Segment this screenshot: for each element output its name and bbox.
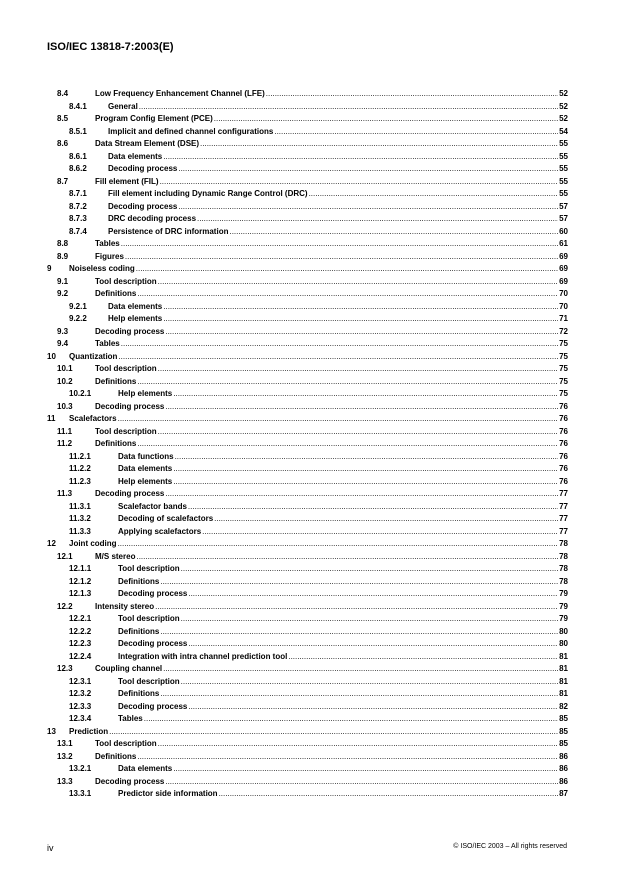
toc-entry-number: 12.2.3 [69,639,92,648]
toc-entry-number: 8.7 [57,176,69,186]
toc-entry-title: Program Config Element (PCE) [95,114,213,123]
toc-entry-page: 79 [559,614,568,623]
toc-entry-title: Definitions [95,376,137,386]
toc-entry-number: 12.2.4 [69,651,92,661]
toc-entry[interactable] [0,351,619,364]
toc-dot-leader [274,126,558,139]
toc-dot-leader [118,413,559,426]
toc-entry-number: 8.6 [57,139,69,148]
toc-dot-leader [118,538,559,551]
toc-entry-title: Scalefactor bands [118,501,187,511]
toc-entry-number: 12.1 [57,551,73,561]
toc-entry[interactable] [0,638,619,651]
toc-entry[interactable] [0,126,619,139]
toc-entry-number: 12.2 [57,601,73,611]
toc-entry-page: 72 [559,326,568,336]
toc-entry[interactable] [0,101,619,114]
toc-entry-page: 76 [559,426,568,436]
toc-entry-title: Coupling channel [95,664,163,673]
toc-entry-number: 12.1.1 [69,564,92,573]
toc-dot-leader [219,788,559,801]
toc-entry-number: 10 [47,351,56,361]
toc-dot-leader [173,388,558,401]
toc-entry-number: 8.8 [57,239,69,248]
toc-entry-number: 12.3.3 [69,701,92,711]
toc-entry-number: 9.3 [57,326,69,336]
toc-entry[interactable] [0,751,619,764]
toc-entry[interactable] [0,576,619,589]
toc-entry-title: Definitions [118,626,160,636]
toc-dot-leader [165,776,558,789]
toc-entry-title: Data elements [108,151,163,161]
toc-entry-title: Data functions [118,451,174,461]
toc-entry-title: Help elements [118,476,173,486]
toc-entry-title: Decoding process [95,489,165,498]
toc-entry-title: Decoding process [108,164,178,173]
toc-entry-number: 9.1 [57,276,69,286]
toc-entry-number: 8.4 [57,89,69,98]
toc-entry-title: Applying scalefactors [118,526,202,536]
toc-dot-leader [137,288,558,301]
toc-entry-number: 13.2 [57,751,73,761]
toc-dot-leader [309,188,559,201]
toc-entry-title: Definitions [95,289,137,298]
toc-entry-title: Scalefactors [69,414,117,423]
toc-entry[interactable] [0,526,619,539]
toc-dot-leader [121,338,558,351]
toc-entry-page: 76 [559,464,568,473]
toc-entry-page: 80 [559,639,568,648]
toc-entry-number: 8.6.2 [69,164,87,173]
toc-entry-number: 11.2.2 [69,464,91,473]
toc-entry-page: 75 [559,339,568,348]
toc-entry-page: 80 [559,626,568,636]
toc-entry-page: 81 [559,664,568,673]
toc-entry-page: 79 [559,589,568,598]
toc-dot-leader [288,651,558,664]
toc-entry-title: Tool description [95,426,157,436]
toc-entry-page: 55 [559,139,568,148]
toc-entry[interactable] [0,688,619,701]
toc-dot-leader [160,576,558,589]
toc-dot-leader [109,726,558,739]
toc-entry[interactable] [0,151,619,164]
toc-entry[interactable] [0,251,619,264]
toc-entry-page: 77 [559,501,568,511]
toc-entry-page: 75 [559,389,568,398]
toc-entry-page: 55 [559,151,568,161]
toc-entry-title: Help elements [108,314,163,323]
toc-entry[interactable] [0,538,619,551]
toc-dot-leader [214,113,558,126]
toc-entry-page: 81 [559,689,568,698]
document-header: ISO/IEC 13818-7:2003(E) [47,41,174,53]
toc-entry-title: Tables [95,339,120,348]
toc-entry[interactable] [0,88,619,101]
toc-entry-number: 13 [47,726,56,736]
toc-entry-title: General [108,101,138,111]
toc-entry-page: 86 [559,776,568,786]
toc-entry-number: 11.2 [57,439,73,448]
toc-entry[interactable] [0,226,619,239]
toc-entry-page: 81 [559,676,568,686]
toc-dot-leader [181,613,558,626]
toc-dot-leader [137,438,558,451]
toc-entry-number: 11.3.1 [69,501,91,511]
toc-entry[interactable] [0,651,619,664]
toc-entry-title: Decoding process [95,776,165,786]
toc-entry-title: Tool description [95,739,157,748]
toc-entry[interactable] [0,401,619,414]
toc-entry[interactable] [0,301,619,314]
toc-dot-leader [160,626,558,639]
toc-entry[interactable] [0,163,619,176]
toc-dot-leader [136,551,558,564]
toc-entry-number: 12.3.1 [69,676,92,686]
toc-dot-leader [229,226,558,239]
toc-dot-leader [173,763,558,776]
toc-entry-title: Fill element including Dynamic Range Control (DRC) [108,189,308,198]
toc-entry[interactable] [0,326,619,339]
toc-dot-leader [163,151,558,164]
toc-entry-title: Data Stream Element (DSE) [95,139,200,148]
toc-entry-page: 78 [559,576,568,586]
toc-entry-page: 79 [559,601,568,611]
toc-entry-page: 76 [559,439,568,448]
toc-entry-page: 54 [559,126,568,136]
toc-entry-number: 12.1.2 [69,576,92,586]
toc-entry-page: 77 [559,526,568,536]
toc-entry-number: 8.5 [57,114,69,123]
toc-entry-title: Fill element (FIL) [95,176,159,186]
toc-entry[interactable] [0,726,619,739]
toc-entry-number: 11.2.3 [69,476,91,486]
toc-dot-leader [181,676,558,689]
toc-entry[interactable] [0,563,619,576]
toc-dot-leader [202,526,558,539]
toc-entry[interactable] [0,213,619,226]
toc-entry-page: 85 [559,739,568,748]
toc-entry-page: 55 [559,176,568,186]
toc-entry-number: 11 [47,414,56,423]
toc-dot-leader [188,588,558,601]
toc-entry-page: 76 [559,414,568,423]
toc-dot-leader [144,713,558,726]
toc-entry[interactable] [0,376,619,389]
toc-entry-title: Tables [118,714,143,723]
toc-entry[interactable] [0,388,619,401]
toc-entry[interactable] [0,238,619,251]
toc-entry[interactable] [0,663,619,676]
toc-dot-leader [214,513,558,526]
toc-entry[interactable] [0,176,619,189]
toc-entry[interactable] [0,601,619,614]
toc-entry-page: 85 [559,726,568,736]
toc-entry[interactable] [0,626,619,639]
table-of-contents [0,88,619,801]
toc-entry-title: Decoding process [118,639,188,648]
toc-dot-leader [165,401,558,414]
toc-dot-leader [197,213,558,226]
toc-entry-page: 69 [559,264,568,273]
toc-dot-leader [136,263,558,276]
toc-entry-page: 77 [559,489,568,498]
toc-entry[interactable] [0,113,619,126]
toc-dot-leader [266,88,558,101]
toc-entry-title: DRC decoding process [108,214,197,223]
toc-entry-number: 11.1 [57,426,73,436]
toc-dot-leader [188,638,558,651]
toc-entry-number: 9.2 [57,289,69,298]
toc-entry-title: Decoding process [118,589,188,598]
toc-entry-title: Tool description [95,276,157,286]
toc-entry-title: Noiseless coding [69,264,135,273]
toc-dot-leader [160,688,558,701]
toc-dot-leader [173,463,558,476]
toc-entry-page: 52 [559,101,568,111]
toc-dot-leader [163,313,558,326]
toc-dot-leader [175,451,559,464]
toc-entry-title: Definitions [95,439,137,448]
toc-dot-leader [200,138,558,151]
toc-dot-leader [165,488,558,501]
toc-entry-page: 86 [559,764,568,773]
toc-dot-leader [188,501,558,514]
toc-dot-leader [181,563,558,576]
toc-entry[interactable] [0,488,619,501]
toc-entry-title: Tool description [118,564,180,573]
toc-entry-number: 8.6.1 [69,151,87,161]
toc-entry-title: Low Frequency Enhancement Channel (LFE) [95,89,265,98]
toc-entry-title: Intensity stereo [95,601,155,611]
toc-entry-title: Decoding of scalefactors [118,514,214,523]
toc-entry-number: 9.4 [57,339,69,348]
toc-entry-number: 9.2.1 [69,301,87,311]
toc-entry-number: 8.7.1 [69,189,87,198]
toc-entry-number: 11.3.3 [69,526,91,536]
toc-entry-page: 52 [559,114,568,123]
toc-entry-page: 71 [559,314,568,323]
toc-entry-number: 10.2 [57,376,73,386]
toc-dot-leader [158,426,558,439]
toc-entry-title: Prediction [69,726,109,736]
toc-entry-title: Decoding process [95,326,165,336]
toc-entry-number: 9 [47,264,52,273]
toc-dot-leader [125,251,558,264]
toc-dot-leader [158,363,558,376]
toc-entry[interactable] [0,501,619,514]
toc-dot-leader [118,351,558,364]
toc-entry-page: 76 [559,401,568,411]
toc-entry-page: 70 [559,301,568,311]
toc-entry[interactable] [0,463,619,476]
toc-entry-page: 75 [559,376,568,386]
toc-entry-title: Tool description [118,614,180,623]
toc-entry[interactable] [0,476,619,489]
toc-entry-number: 11.3 [57,489,73,498]
toc-entry-page: 57 [559,214,568,223]
toc-entry-number: 8.5.1 [69,126,87,136]
toc-entry-title: Decoding process [108,201,178,211]
toc-entry-title: Tool description [95,364,157,373]
toc-entry-page: 52 [559,89,568,98]
toc-dot-leader [188,701,558,714]
toc-entry-number: 12.3.2 [69,689,92,698]
toc-dot-leader [173,476,558,489]
toc-entry-number: 8.7.2 [69,201,87,211]
toc-entry-title: Predictor side information [118,789,218,798]
toc-entry-page: 60 [559,226,568,236]
toc-entry-number: 13.3.1 [69,789,92,798]
toc-entry[interactable] [0,613,619,626]
toc-entry[interactable] [0,676,619,689]
toc-entry-page: 76 [559,451,568,461]
toc-dot-leader [165,326,558,339]
toc-dot-leader [158,738,558,751]
copyright-notice: © ISO/IEC 2003 – All rights reserved [453,843,567,850]
toc-dot-leader [139,101,558,114]
toc-entry-number: 8.7.3 [69,214,87,223]
toc-entry-title: Tables [95,239,120,248]
toc-entry-page: 77 [559,514,568,523]
toc-dot-leader [121,238,558,251]
toc-entry[interactable] [0,188,619,201]
toc-entry[interactable] [0,138,619,151]
toc-dot-leader [160,176,559,189]
toc-entry[interactable] [0,513,619,526]
toc-entry-title: M/S stereo [95,551,136,561]
toc-dot-leader [178,163,558,176]
toc-entry-number: 10.1 [57,364,73,373]
toc-entry[interactable] [0,738,619,751]
toc-dot-leader [137,376,558,389]
toc-entry-page: 75 [559,364,568,373]
toc-entry-number: 12.3.4 [69,714,92,723]
toc-entry-number: 8.4.1 [69,101,87,111]
toc-entry-page: 70 [559,289,568,298]
toc-entry-page: 76 [559,476,568,486]
toc-entry[interactable] [0,713,619,726]
toc-entry[interactable] [0,551,619,564]
toc-entry-page: 69 [559,276,568,286]
toc-entry-title: Data elements [108,301,163,311]
toc-entry-title: Data elements [118,464,173,473]
toc-entry-title: Figures [95,251,124,261]
toc-entry[interactable] [0,426,619,439]
toc-entry-number: 8.7.4 [69,226,87,236]
toc-entry-number: 13.2.1 [69,764,92,773]
toc-entry[interactable] [0,276,619,289]
toc-entry-number: 12.3 [57,664,73,673]
toc-entry[interactable] [0,701,619,714]
toc-entry[interactable] [0,263,619,276]
toc-entry[interactable] [0,363,619,376]
toc-entry[interactable] [0,451,619,464]
toc-entry-number: 9.2.2 [69,314,87,323]
toc-entry-page: 78 [559,551,568,561]
toc-entry[interactable] [0,788,619,801]
toc-entry-page: 87 [559,789,568,798]
toc-entry[interactable] [0,776,619,789]
toc-entry-page: 55 [559,189,568,198]
toc-entry-page: 69 [559,251,568,261]
toc-entry[interactable] [0,413,619,426]
toc-dot-leader [163,301,558,314]
toc-entry-title: Integration with intra channel prediction tool [118,651,288,661]
toc-entry-title: Definitions [118,576,160,586]
toc-entry-number: 8.9 [57,251,69,261]
toc-entry-title: Joint coding [69,539,117,548]
toc-entry[interactable] [0,338,619,351]
toc-entry-title: Definitions [95,751,137,761]
toc-entry-page: 78 [559,564,568,573]
toc-entry-title: Definitions [118,689,160,698]
toc-entry[interactable] [0,763,619,776]
toc-entry-number: 10.2.1 [69,389,92,398]
toc-entry-number: 13.1 [57,739,73,748]
toc-dot-leader [158,276,558,289]
toc-entry-title: Decoding process [95,401,165,411]
toc-entry-page: 86 [559,751,568,761]
toc-entry-title: Quantization [69,351,118,361]
toc-entry-title: Implicit and defined channel configurations [108,126,274,136]
toc-entry-page: 78 [559,539,568,548]
toc-entry-page: 55 [559,164,568,173]
toc-entry[interactable] [0,201,619,214]
toc-entry-number: 12.2.2 [69,626,92,636]
toc-entry-number: 12.2.1 [69,614,92,623]
toc-entry-page: 61 [559,239,568,248]
toc-entry-title: Tool description [118,676,180,686]
toc-entry[interactable] [0,288,619,301]
toc-dot-leader [178,201,558,214]
toc-entry-number: 10.3 [57,401,73,411]
toc-entry-number: 12.1.3 [69,589,92,598]
toc-entry-page: 85 [559,714,568,723]
toc-entry-title: Help elements [118,389,173,398]
toc-entry[interactable] [0,588,619,601]
toc-entry-page: 75 [559,351,568,361]
toc-entry-title: Decoding process [118,701,188,711]
toc-entry-title: Data elements [118,764,173,773]
toc-entry-number: 12 [47,539,56,548]
toc-dot-leader [163,663,558,676]
toc-entry-number: 13.3 [57,776,73,786]
toc-dot-leader [137,751,558,764]
toc-entry-title: Persistence of DRC information [108,226,229,236]
toc-entry-number: 11.3.2 [69,514,91,523]
toc-entry-page: 82 [559,701,568,711]
toc-entry[interactable] [0,438,619,451]
toc-entry[interactable] [0,313,619,326]
page-number: iv [47,843,54,853]
toc-entry-number: 11.2.1 [69,451,91,461]
toc-entry-page: 81 [559,651,568,661]
toc-dot-leader [155,601,558,614]
toc-entry-page: 57 [559,201,568,211]
